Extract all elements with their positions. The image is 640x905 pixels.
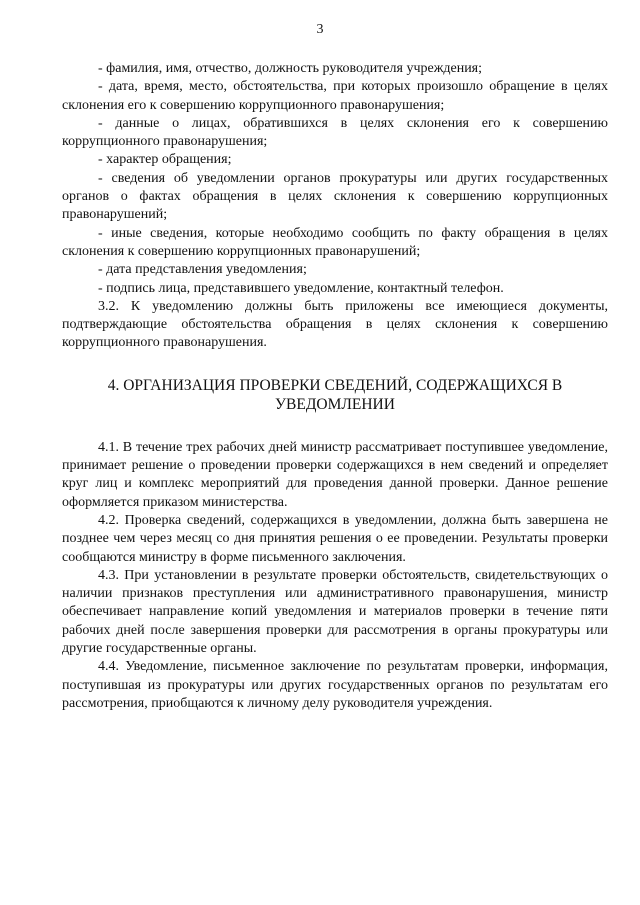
list-item: - дата представления уведомления; [98,262,307,278]
paragraph-3-2: 3.2. К уведомлению должны быть приложены все имеющиеся документы, подтверждающие обстоятельства обращения в целях склонения к совершению коррупционного правонарушения. [62,298,608,351]
list-item: - дата, время, место, обстоятельства, при которых произошло обращение в целях склонения его к совершению коррупционного правонарушения; [62,79,608,113]
list-item: - фамилия, имя, отчество, должность руководителя учреждения; [98,61,483,76]
paragraph-4-1: 4.1. В течение трех рабочих дней министр рассматривает поступившее уведомление, принимает решение о проведении проверки содержащихся в нем сведений и определяет круг лиц и комплекс мероприятий для проведения данной проверки. Данное решение оформляется приказом министерства. [62,439,608,510]
list-item: - характер обращения; [98,152,232,168]
page-number: 3 [316,22,324,37]
list-item: - сведения об уведомлении органов прокуратуры или других государственных органов о фактах обращения в целях склонения к совершению коррупционных правонарушений; [62,170,608,223]
list-item: - иные сведения, которые необходимо сообщить по факту обращения в целях склонения к совершению коррупционных правонарушений; [62,225,608,259]
paragraph-4-2: 4.2. Проверка сведений, содержащихся в уведомлении, должна быть завершена не позднее чем через месяц со дня принятия решения о ее проведении. Результаты проверки сообщаются министру в форме письменного заключения. [62,512,608,565]
section-4-title: 4. ОРГАНИЗАЦИЯ ПРОВЕРКИ СВЕДЕНИЙ, СОДЕРЖАЩИХСЯ В УВЕДОМЛЕНИИ [107,376,563,413]
list-item: - подпись лица, представившего уведомление, контактный телефон. [98,280,504,296]
paragraph-4-4: 4.4. Уведомление, письменное заключение по результатам проверки, информация, поступившая из прокуратуры или других государственных органов по результатам его рассмотрения, приобщаются к личному делу руководителя учреждения. [62,659,608,711]
paragraph-4-3: 4.3. При установлении в результате проверки обстоятельств, свидетельствующих о наличии признаков преступления или административного правонарушения, министр обеспечивает направление копий уведомления и материалов проверки в течение пяти рабочих дней после завершения проверки для рассмотрения в органы прокуратуры или другие государственные органы. [62,567,608,657]
document-body [62,60,608,713]
list-item: - данные о лицах, обратившихся в целях склонения его к совершению коррупционного правонарушения; [62,115,608,150]
